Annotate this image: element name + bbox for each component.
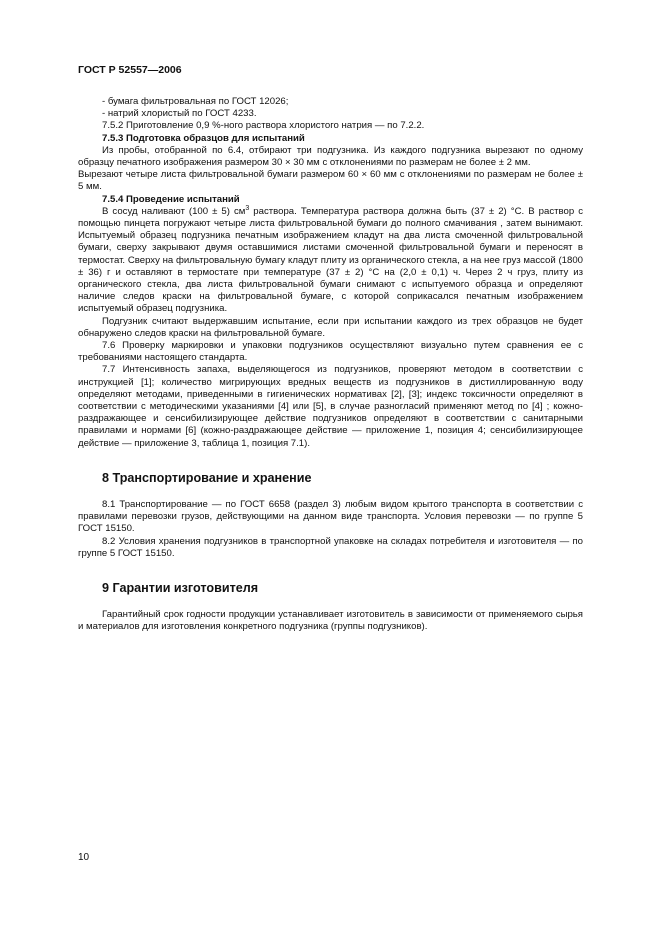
paragraph-7-7: 7.7 Интенсивность запаха, выделяющегося из подгузников, проверяют методом в соответствии с инструкцией [1]; количество мигрирующих вредных веществ из подгузников в дистиллированную воду определяют методами, приведенными в гигиенических нормативах [2], [3]; индекс токсичности определяют в соответствии с методическими указаниями [4] или [5], в случае разногласий применяют метод по [4] ; кожно-раздражающее и сенсибилизирующее действие подгузников определяют в соответствии с санитарными правилами и нормами [6] (кожно-раздражающее действие — приложение 1, позиция 4; сенсибилизирующее действие — приложение 3, таблица 1, позиция 7.1). bbox=[78, 364, 583, 449]
paragraph-7-5-2: 7.5.2 Приготовление 0,9 %-ного раствора хлористого натрия — по 7.2.2. bbox=[102, 120, 425, 132]
list-item: - бумага фильтровальная по ГОСТ 12026; bbox=[102, 96, 289, 107]
list-item: - натрий хлористый по ГОСТ 4233. bbox=[102, 108, 257, 120]
paragraph-7-5-4-rest: раствора. Температура раствора должна быть (37 ± 2) °С. В раствор с помощью пинцета погружают четыре листа фильтровальной бумаги до полного смачивания , затем вынимают. Испытуемый образец подгузника печатным изображением кладут на два листа смоченной фильтровальной бумаги, сверху закрывают двумя оставшимися листами смоченной фильтровальной бумаги и переносят в термостат. Сверху на фильтровальную бумагу кладут плиту из органического стекла, а на нее груз массой (1800 ± 36) г и оставляют в термостате при температуре (37 ± 2) °С на (2,0 ± 0,1) ч. Через 2 ч груз, плиту из органического стекла, два листа фильтровальной бумаги снимают с испытуемого образца и определяют наличие следов краски на фильтровальной бумаге, с которой соприкасался печатным изображением испытуемый образец подгузника. bbox=[78, 205, 583, 315]
document-header: ГОСТ Р 52557—2006 bbox=[78, 64, 182, 76]
paragraph-7-5-4-start: В сосуд наливают (100 ± 5) см bbox=[102, 205, 246, 217]
section-8-heading: 8 Транспортирование и хранение bbox=[102, 470, 312, 485]
section-9-heading: 9 Гарантии изготовителя bbox=[102, 580, 259, 595]
subheading-7-5-4: 7.5.4 Проведение испытаний bbox=[102, 193, 240, 205]
page-content bbox=[78, 96, 583, 633]
paragraph-7-5-3-b: Вырезают четыре листа фильтровальной бумаги размером 60 × 60 мм с отклонениями по размерам не более ± 5 мм. bbox=[78, 169, 583, 193]
paragraph-7-5-4-b: Подгузник считают выдержавшим испытание, если при испытании каждого из трех образцов не будет обнаружено следов краски на фильтровальной бумаге. bbox=[78, 315, 583, 339]
subheading-7-5-3: 7.5.3 Подготовка образцов для испытаний bbox=[102, 132, 305, 144]
paragraph-8-1: 8.1 Транспортирование — по ГОСТ 6658 (раздел 3) любым видом крытого транспорта в соответствии с правилами перевозки грузов, действующими на данном виде транспорта. Условия перевозки — по группе 5 ГОСТ 15150. bbox=[78, 498, 583, 535]
paragraph-9: Гарантийный срок годности продукции устанавливает изготовитель в зависимости от применяемого сырья и материалов для изготовления конкретного подгузника (группы подгузников). bbox=[78, 608, 583, 633]
paragraph-7-5-4 bbox=[78, 206, 583, 316]
page-number: 10 bbox=[78, 852, 90, 863]
paragraph-8-2: 8.2 Условия хранения подгузников в транспортной упаковке на складах потребителя и изготовителя — по группе 5 ГОСТ 15150. bbox=[78, 535, 583, 559]
paragraph-7-5-3-a: Из пробы, отобранной по 6.4, отбирают три подгузника. Из каждого подгузника вырезают по одному образцу печатного изображения размером 30 × 30 мм с отклонениями по размерам не более ± 2 мм. bbox=[78, 144, 583, 169]
paragraph-7-6: 7.6 Проверку маркировки и упаковки подгузников осуществляют визуально путем сравнения ее с требованиями настоящего стандарта. bbox=[78, 340, 583, 364]
superscript: 3 bbox=[245, 204, 250, 212]
